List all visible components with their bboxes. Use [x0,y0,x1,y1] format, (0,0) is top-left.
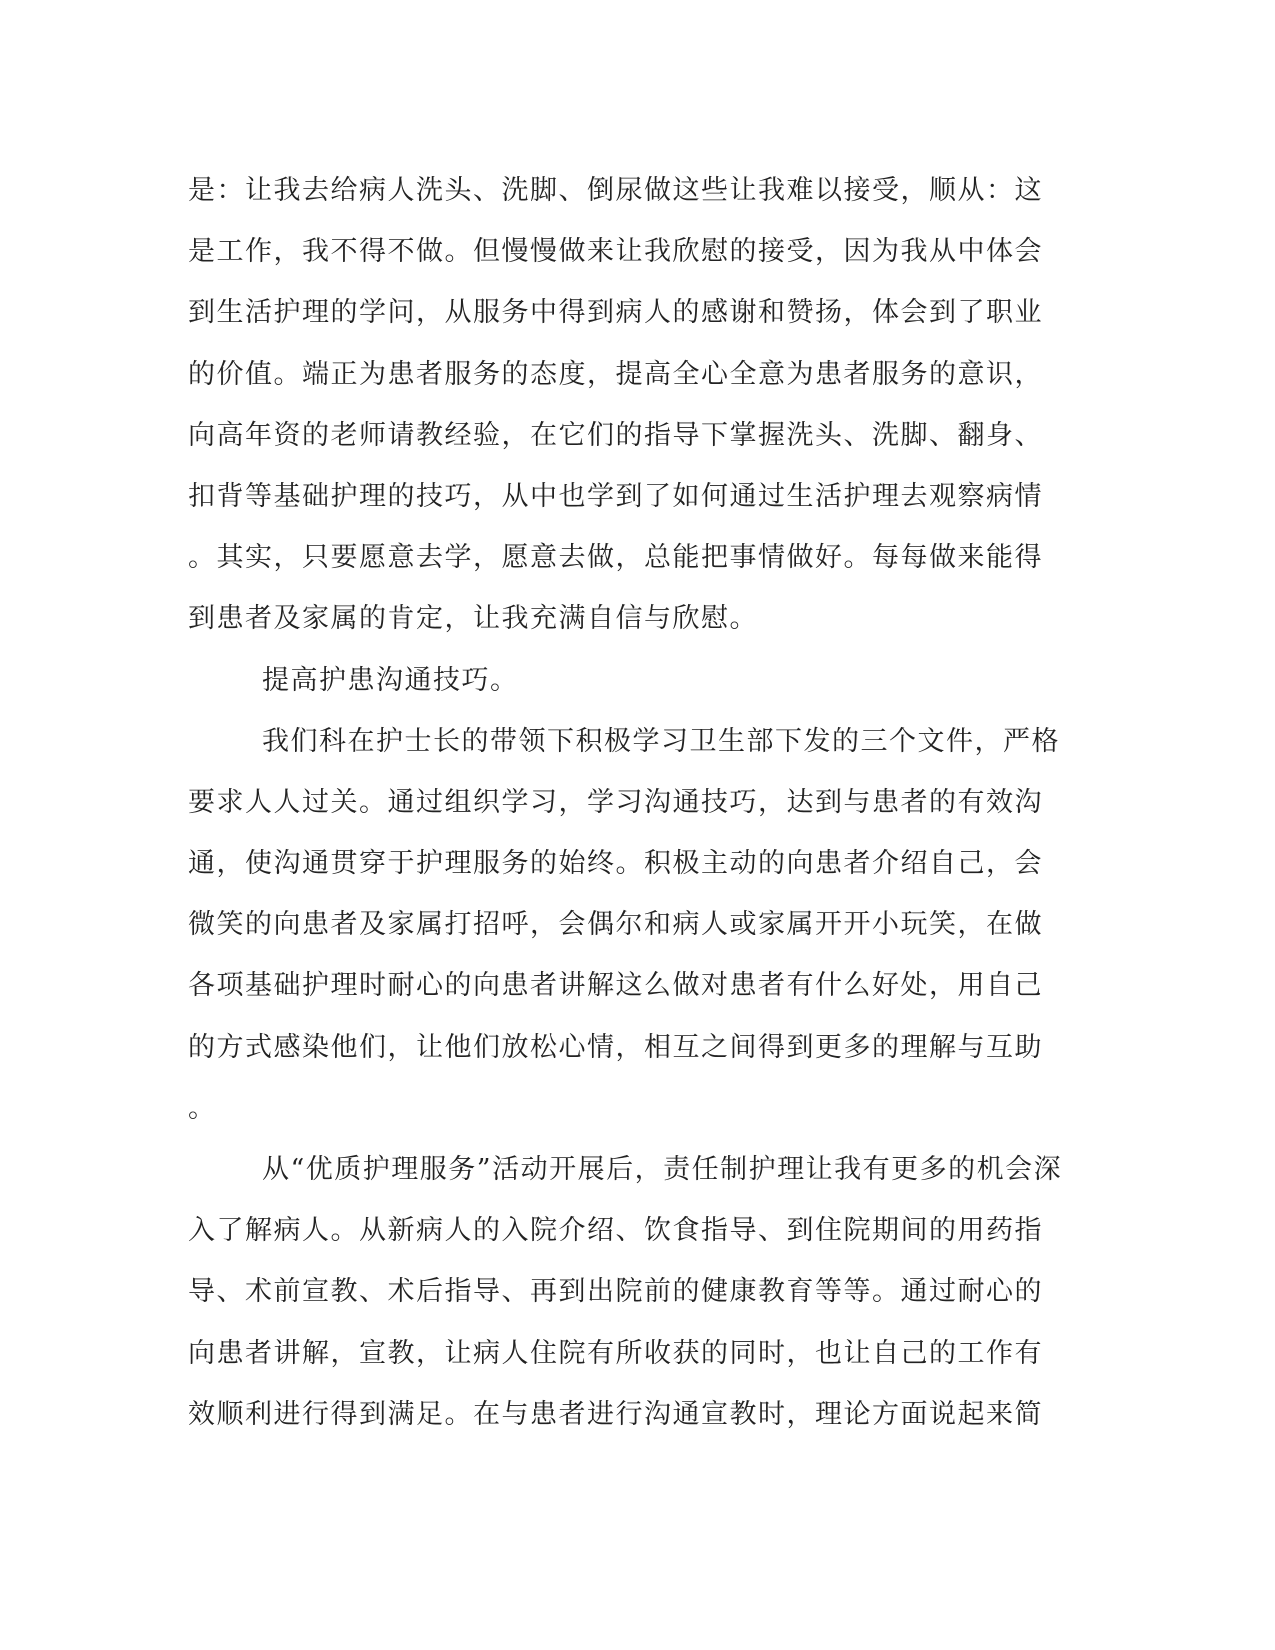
text-line: 到患者及家属的肯定，让我充满自信与欣慰。 [188,603,758,635]
text-line: 各项基础护理时耐心的向患者讲解这么做对患者有什么好处，用自己 [188,970,1043,1002]
text-line: 向高年资的老师请教经验，在它们的指导下掌握洗头、洗脚、翻身、 [188,419,1043,451]
section-heading: 提高护患沟通技巧。 [262,664,519,696]
text-line: 的方式感染他们，让他们放松心情，相互之间得到更多的理解与互助 [188,1031,1043,1063]
text-line: 导、术前宣教、术后指导、再到出院前的健康教育等等。通过耐心的 [188,1276,1043,1308]
text-line: 通，使沟通贯穿于护理服务的始终。积极主动的向患者介绍自己，会 [188,848,1043,880]
text-line: 到生活护理的学问，从服务中得到病人的感谢和赞扬，体会到了职业 [188,297,1043,329]
text-line: 向患者讲解，宣教，让病人住院有所收获的同时，也让自己的工作有 [188,1337,1043,1369]
text-line: 微笑的向患者及家属打招呼，会偶尔和病人或家属开开小玩笑，在做 [188,909,1043,941]
text-line: 。其实，只要愿意去学，愿意去做，总能把事情做好。每每做来能得 [188,542,1043,574]
paragraph-start-line: 从“优质护理服务”活动开展后，责任制护理让我有更多的机会深 [262,1154,1063,1185]
text-line: 。 [188,1092,217,1124]
text-line: 扣背等基础护理的技巧，从中也学到了如何通过生活护理去观察病情 [188,480,1043,512]
text-line: 是工作，我不得不做。但慢慢做来让我欣慰的接受，因为我从中体会 [188,236,1043,268]
body-text [188,160,1073,1445]
paragraph-start-line: 我们科在护士长的带领下积极学习卫生部下发的三个文件，严格 [262,725,1060,757]
text-line: 效顺利进行得到满足。在与患者进行沟通宣教时，理论方面说起来简 [188,1398,1043,1430]
text-line: 要求人人过关。通过组织学习，学习沟通技巧，达到与患者的有效沟 [188,786,1043,818]
text-line: 的价值。端正为患者服务的态度，提高全心全意为患者服务的意识， [188,358,1043,390]
text-line: 是：让我去给病人洗头、洗脚、倒尿做这些让我难以接受，顺从：这 [188,175,1043,206]
text-line: 入了解病人。从新病人的入院介绍、饮食指导、到住院期间的用药指 [188,1215,1043,1247]
